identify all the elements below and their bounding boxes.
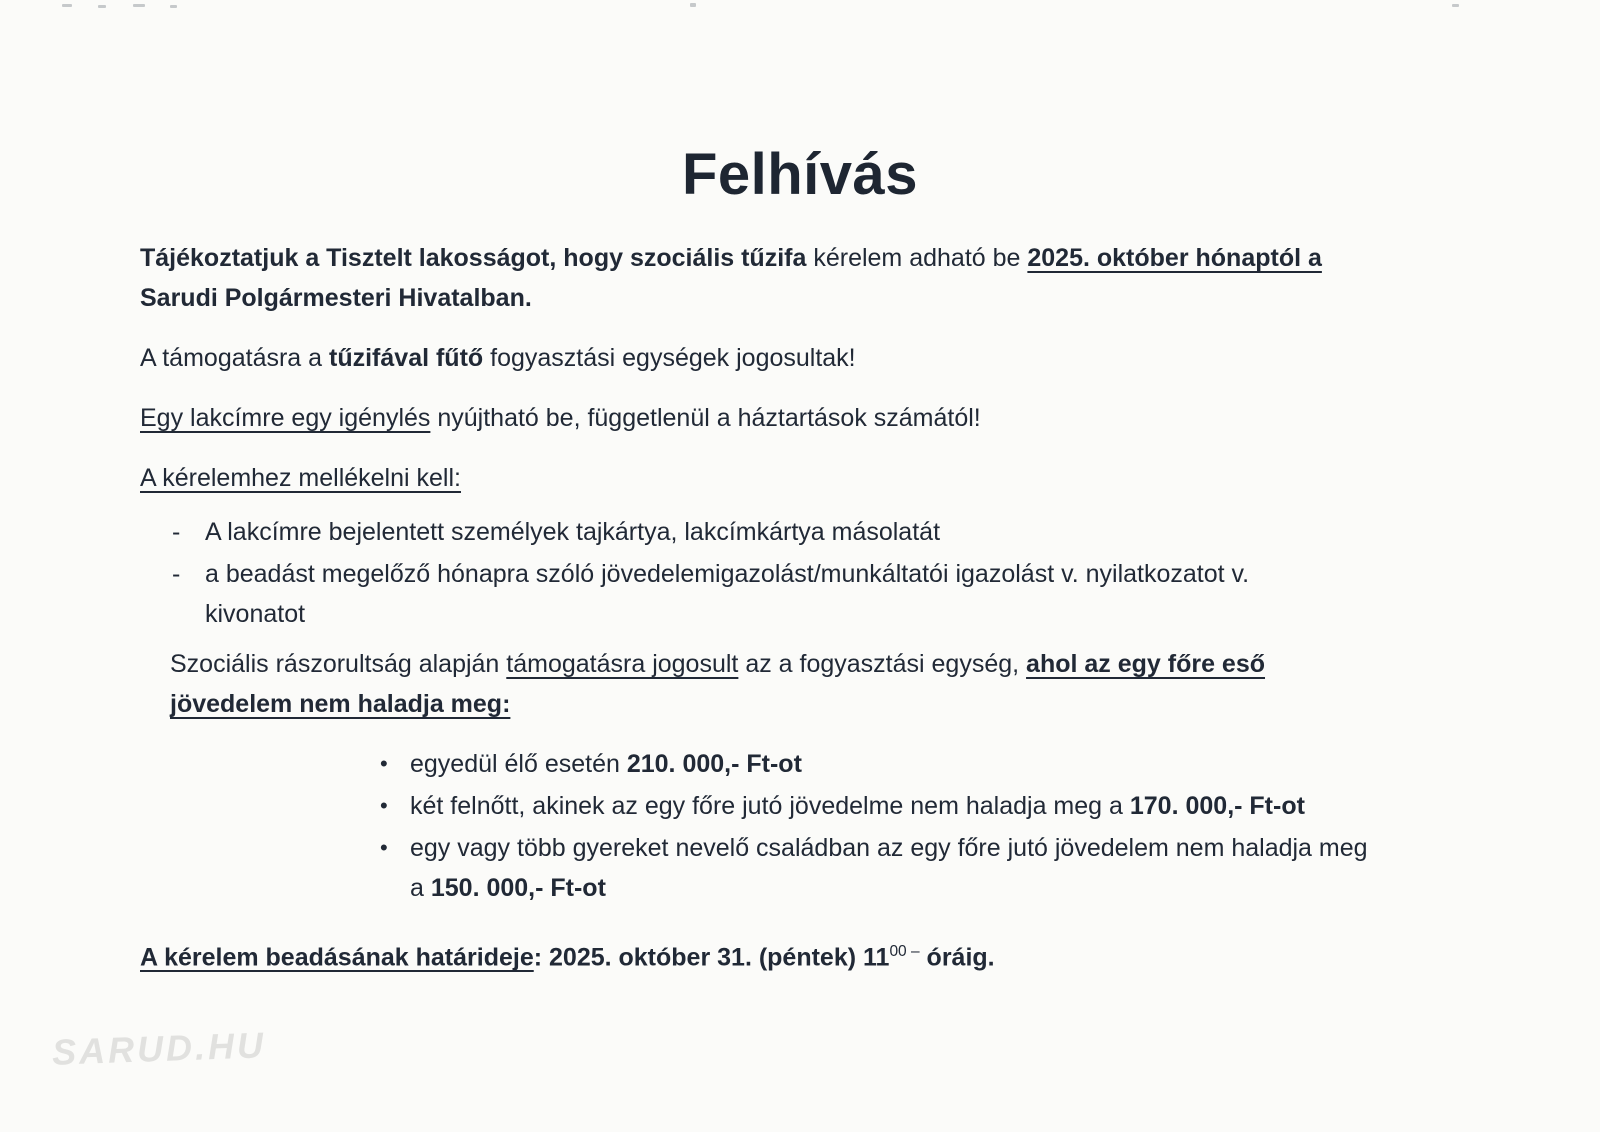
attachments-heading: A kérelemhez mellékelni kell: bbox=[140, 464, 461, 492]
list-item-text: a beadást megelőző hónapra szóló jövedelemigazolást/munkáltatói igazolást v. nyilatkozatot v. kivonatot bbox=[205, 560, 1250, 628]
one-claim-paragraph: Egy lakcímre egy igénylés nyújtható be, függetlenül a háztartások számától! bbox=[140, 404, 981, 432]
attachments-list-item bbox=[172, 512, 1460, 552]
deadline-paragraph: A kérelem beadásának határideje: 2025. október 31. (péntek) $11^{00 -}$ óráig. bbox=[140, 943, 995, 972]
income-limits-list bbox=[380, 744, 1460, 908]
bullet-marker: • bbox=[380, 793, 388, 818]
list-item-text: A lakcímre bejelentett személyek tajkártya, lakcímkártya másolatát bbox=[205, 518, 941, 546]
list-item-text: egyedül élő esetén 210. 000,- Ft-ot bbox=[410, 750, 802, 778]
income-threshold-paragraph: Szociális rászorultság alapján támogatásra jogosult az a fogyasztási egység, ahol az egy főre eső jövedelem nem haladja meg: bbox=[170, 650, 1266, 718]
dash-marker: - bbox=[172, 518, 181, 546]
page-title: Felhívás bbox=[681, 142, 919, 207]
intro-paragraph: Tájékoztatjuk a Tisztelt lakosságot, hogy szociális tűzifa kérelem adható be 2025. október hónaptól a Sarudi Polgármesteri Hivatalban. bbox=[140, 244, 1322, 312]
scan-artifact bbox=[133, 4, 145, 7]
dash-marker: - bbox=[172, 560, 181, 588]
watermark: SARUD.HU bbox=[51, 1024, 267, 1073]
income-limit-item bbox=[380, 786, 1460, 826]
income-limit-item bbox=[380, 828, 1460, 908]
scan-artifact bbox=[98, 5, 106, 8]
document-body bbox=[0, 238, 1600, 977]
attachments-list bbox=[172, 512, 1460, 634]
attachments-list-item bbox=[172, 554, 1460, 634]
bullet-marker: • bbox=[380, 835, 388, 860]
scan-artifact bbox=[690, 3, 696, 7]
list-item-text: egy vagy több gyereket nevelő családban az egy főre jutó jövedelem nem haladja meg a 150. 000,- Ft-ot bbox=[410, 834, 1368, 902]
bullet-marker: • bbox=[380, 751, 388, 776]
scan-artifact bbox=[170, 5, 177, 8]
scan-artifact bbox=[1452, 4, 1459, 7]
list-item-text: két felnőtt, akinek az egy főre jutó jövedelme nem haladja meg a 170. 000,- Ft-ot bbox=[410, 792, 1305, 820]
income-limit-item bbox=[380, 744, 1460, 784]
scan-artifact bbox=[62, 4, 72, 7]
eligibility-paragraph: A támogatásra a tűzifával fűtő fogyasztási egységek jogosultak! bbox=[140, 344, 856, 372]
